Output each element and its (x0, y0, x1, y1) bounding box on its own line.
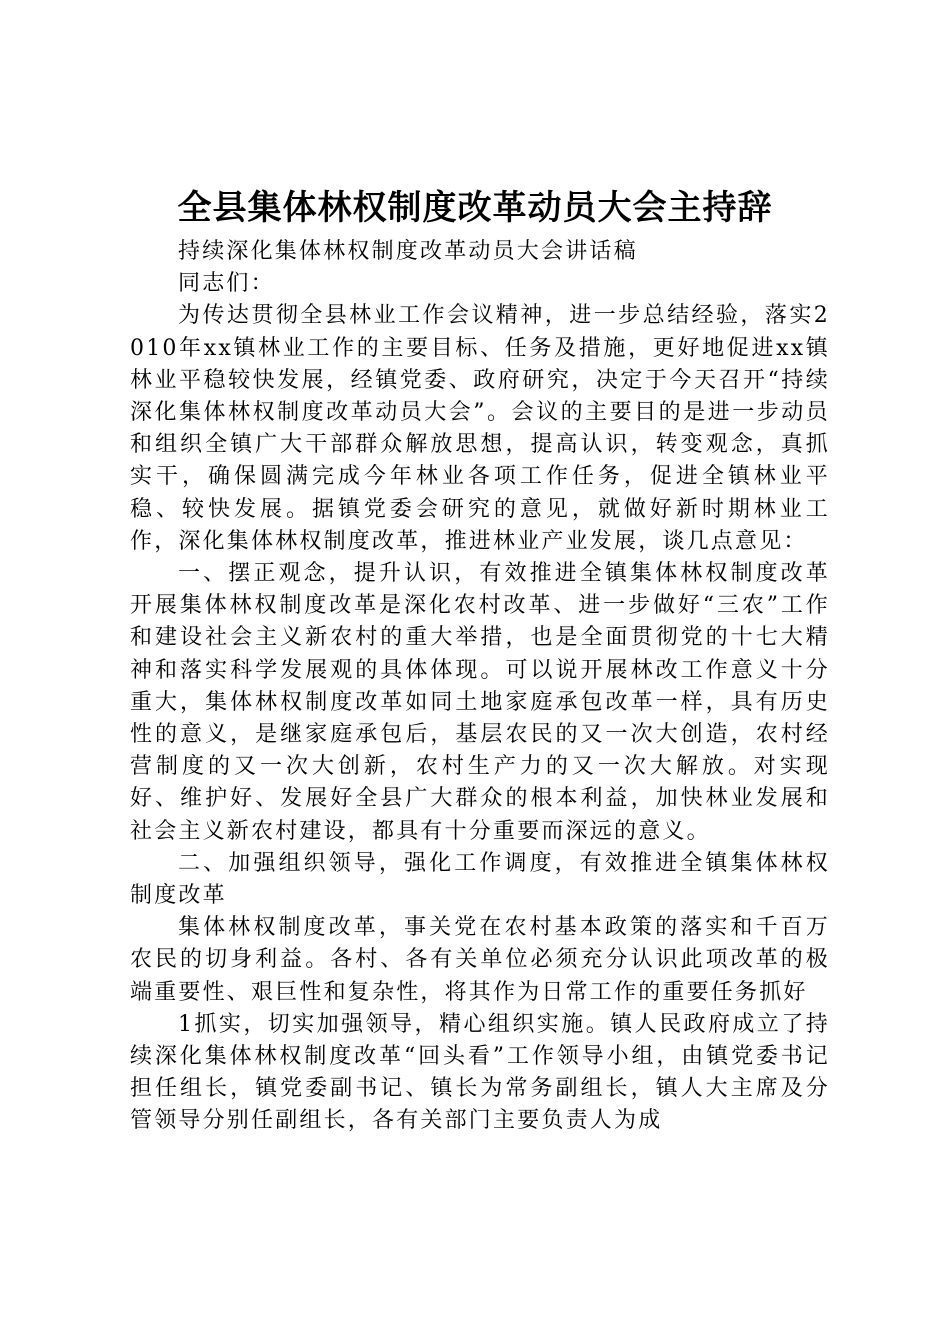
document-subtitle: 持续深化集体林权制度改革动员大会讲话稿 (178, 239, 638, 264)
document-title: 全县集体林权制度改革动员大会主持辞 (177, 188, 773, 228)
paragraph-section-two: 集体林权制度改革，事关党在农村基本政策的落实和千百万农民的切身利益。各村、各有关单位必须充分认识此项改革的极端重要性、艰巨性和复杂性，将其作为日常工作的重要任务抓好 (130, 915, 830, 1005)
paragraph-section-one: 一、摆正观念，提升认识，有效推进全镇集体林权制度改革开展集体林权制度改革是深化农村改革、进一步做好“三农”工作和建设社会主义新农村的重大举措，也是全面贯彻党的十七大精神和落实科学发展观的具体体现。可以说开展林改工作意义十分重大，集体林权制度改革如同土地家庭承包改革一样，具有历史性的意义，是继家庭承包后，基层农民的又一次大创造，农村经营制度的又一次大创新，农村生产力的又一次大解放。对实现好、维护好、发展好全县广大群众的根本利益，加快林业发展和社会主义新农村建设，都具有十分重要而深远的意义。 (130, 561, 830, 844)
greeting: 同志们： (178, 271, 275, 297)
paragraph-point-one: 1抓实，切实加强领导，精心组织实施。镇人民政府成立了持续深化集体林权制度改革“回头看”工作领导小组，由镇党委书记担任组长，镇党委副书记、镇长为常务副组长，镇人大主席及分管领导分别任副组长，各有关部门主要负责人为成 (130, 1011, 830, 1134)
document-body (130, 236, 830, 1138)
paragraph-intro: 为传达贯彻全县林业工作会议精神，进一步总结经验，落实2010年xx镇林业工作的主要目标、任务及措施，更好地促进xx镇林业平稳较快发展，经镇党委、政府研究，决定于今天召开“持续深化集体林权制度改革动员大会”。会议的主要目的是进一步动员和组织全镇广大干部群众解放思想，提高认识，转变观念，真抓实干，确保圆满完成今年林业各项工作任务，促进全镇林业平稳、较快发展。据镇党委会研究的意见，就做好新时期林业工作，深化集体林权制度改革，推进林业产业发展，谈几点意见： (130, 303, 830, 554)
heading-section-two: 二、加强组织领导，强化工作调度，有效推进全镇集体林权制度改革 (130, 850, 830, 909)
